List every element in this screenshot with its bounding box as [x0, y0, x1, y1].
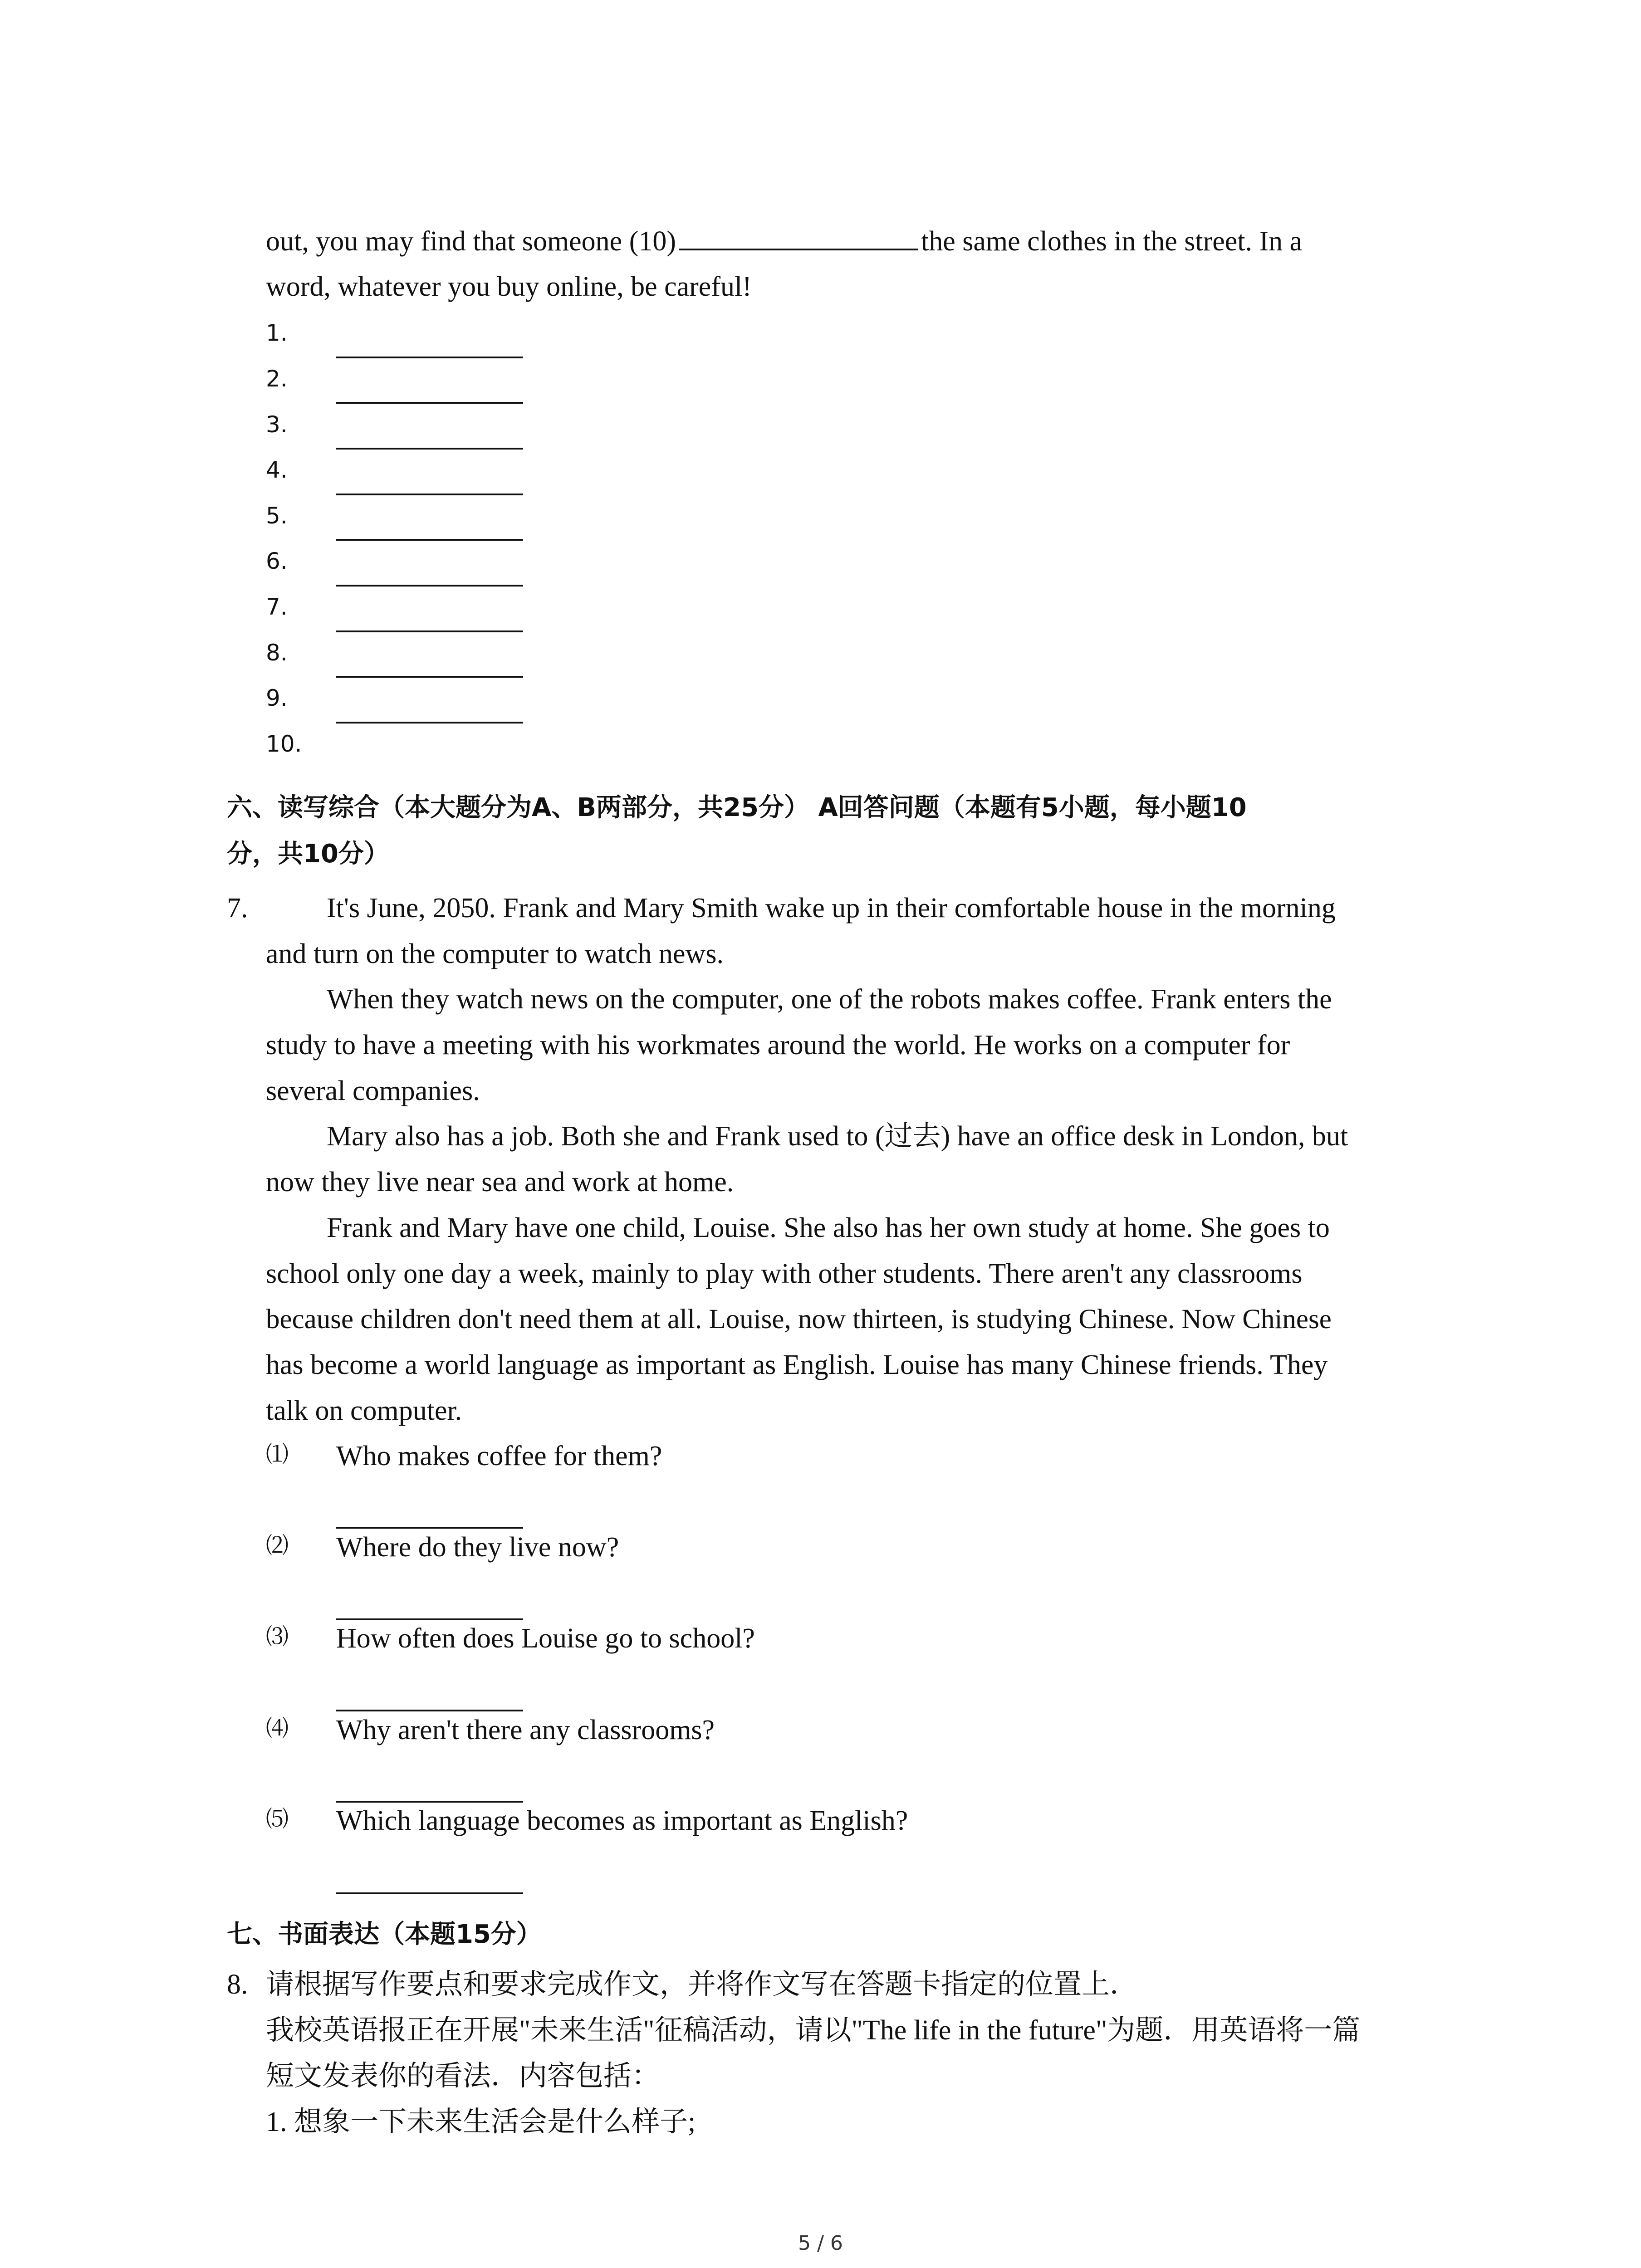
- answer-line[interactable]: [336, 494, 523, 495]
- sub-question-text: How often does Louise go to school?: [336, 1623, 755, 1654]
- answer-line[interactable]: [336, 357, 523, 358]
- answer-number: 9.: [266, 685, 288, 711]
- passage-line: has become a world language as important as English. Louise has many Chinese friends. They: [266, 1349, 1328, 1380]
- answer-number: 8.: [266, 640, 288, 666]
- sub-question-label: ⑸: [266, 1806, 289, 1832]
- answer-line[interactable]: [336, 402, 523, 404]
- sub-question-label: ⑶: [266, 1623, 289, 1650]
- task-line: 请根据写作要点和要求完成作文，并将作文写在答题卡指定的位置上．: [266, 1969, 1138, 2000]
- answer-number: 4.: [266, 457, 288, 483]
- answer-number: 1.: [266, 320, 288, 346]
- sub-question-text: Why aren't there any classrooms?: [336, 1715, 715, 1745]
- sub-question-text: Where do they live now?: [336, 1532, 619, 1563]
- task-line: 短文发表你的看法．内容包括：: [266, 2061, 660, 2092]
- passage-line: When they watch news on the computer, one of the robots makes coffee. Frank enters the: [327, 984, 1332, 1015]
- passage-line: Mary also has a job. Both she and Frank used to (过去) have an office desk in London, but: [327, 1121, 1348, 1152]
- passage-line: word, whatever you buy online, be careful!: [266, 271, 752, 302]
- answer-number: 10.: [266, 731, 302, 757]
- answer-number: 5.: [266, 503, 288, 529]
- passage-line: now they live near sea and work at home.: [266, 1167, 734, 1198]
- sub-question-label: ⑴: [266, 1441, 289, 1467]
- answer-number: 6.: [266, 548, 288, 574]
- task-line: 我校英语报正在开展"未来生活"征稿活动，请以"The life in the future"为题．用英语将一篇: [266, 2015, 1361, 2046]
- answer-line[interactable]: [336, 676, 523, 678]
- answer-line[interactable]: [336, 1710, 523, 1711]
- passage-line: Frank and Mary have one child, Louise. She also has her own study at home. She goes to: [327, 1212, 1330, 1243]
- answer-line[interactable]: [336, 539, 523, 541]
- passage-text: the same clothes in the street. In a: [921, 226, 1303, 257]
- sub-question-text: Which language becomes as important as English?: [336, 1805, 908, 1836]
- sub-question-label: ⑵: [266, 1532, 289, 1559]
- passage-text: out, you may find that someone (10): [266, 226, 676, 257]
- question-number: 8.: [227, 1969, 248, 2000]
- passage-line: school only one day a week, mainly to play with other students. There aren't any classrooms: [266, 1258, 1303, 1289]
- answer-line[interactable]: [336, 1527, 523, 1529]
- passage-line: [266, 223, 1302, 259]
- answer-line[interactable]: [336, 722, 523, 723]
- passage-line: because children don't need them at all. Louise, now thirteen, is studying Chinese. Now Chinese: [266, 1304, 1332, 1334]
- answer-number: 7.: [266, 594, 288, 620]
- task-line: 1. 想象一下未来生活会是什么样子;: [266, 2107, 696, 2137]
- sub-question-label: ⑷: [266, 1715, 289, 1741]
- page-number: 5 / 6: [798, 2232, 843, 2255]
- answer-line[interactable]: [336, 1892, 523, 1894]
- answer-number: 2.: [266, 366, 288, 392]
- question-number: 7.: [227, 893, 248, 924]
- passage-line: It's June, 2050. Frank and Mary Smith wake up in their comfortable house in the morning: [327, 893, 1336, 924]
- passage-line: study to have a meeting with his workmates around the world. He works on a computer for: [266, 1030, 1290, 1061]
- answer-blank-10[interactable]: [679, 226, 918, 250]
- passage-line: talk on computer.: [266, 1395, 462, 1426]
- answer-number: 3.: [266, 411, 288, 438]
- section7-heading: 七、书面表达（本题15分）: [227, 1920, 542, 1949]
- sub-question-text: Who makes coffee for them?: [336, 1441, 662, 1471]
- passage-line: several companies.: [266, 1075, 480, 1106]
- answer-line[interactable]: [336, 631, 523, 632]
- passage-line: and turn on the computer to watch news.: [266, 938, 724, 969]
- section6-heading: 六、读写综合（本大题分为A、B两部分，共25分） A回答问题（本题有5小题，每小题10: [227, 793, 1247, 822]
- answer-line[interactable]: [336, 448, 523, 450]
- answer-line[interactable]: [336, 585, 523, 587]
- section6-heading: 分，共10分）: [227, 839, 389, 869]
